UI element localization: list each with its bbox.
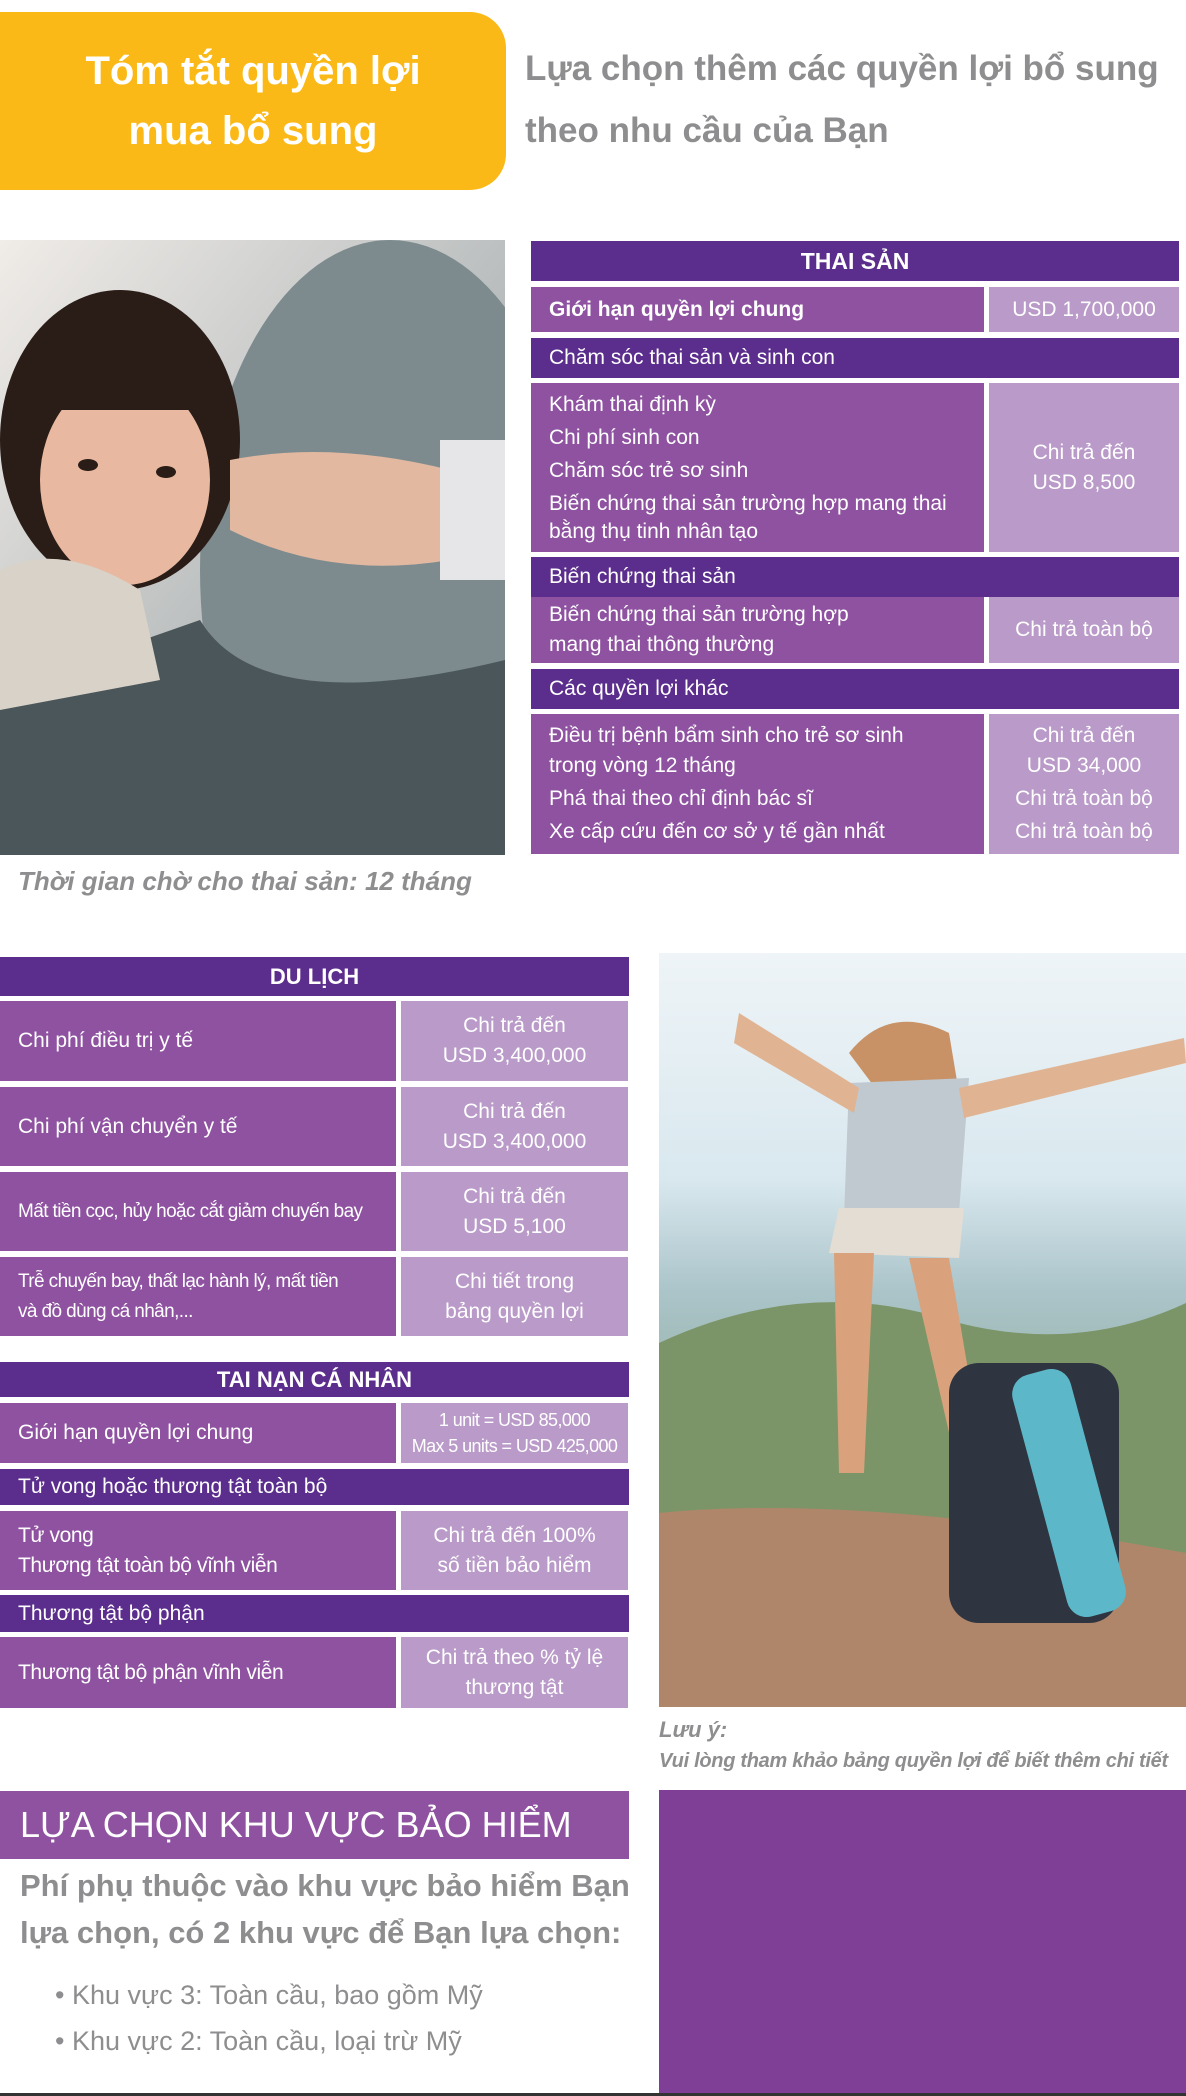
accident-death-label: [0, 1511, 396, 1590]
page-title-badge: [0, 12, 506, 190]
item: Biến chứng thai sản trường hợp mang thai: [549, 491, 947, 515]
accident-table-title: TAI NẠN CÁ NHÂN: [0, 1362, 629, 1397]
maternity-photo: [0, 240, 505, 855]
option-text: Khu vực 2: Toàn cầu, loại trừ Mỹ: [71, 2026, 462, 2056]
subtitle-line-2: theo nhu cầu của Bạn: [525, 111, 889, 150]
item: Chăm sóc trẻ sơ sinh: [549, 458, 749, 482]
value-line: USD 8,500: [1032, 470, 1136, 494]
value-line: Chi trả đến: [1032, 724, 1136, 747]
accident-death-value: [401, 1511, 628, 1590]
maternity-waiting-period: Thời gian chờ cho thai sản: 12 tháng: [18, 866, 472, 896]
page-title-line-2: mua bổ sung: [128, 109, 378, 153]
accident-general-limit-label: [0, 1403, 396, 1463]
label-line: Thương tật toàn bộ vĩnh viễn: [18, 1553, 278, 1577]
item: trong vòng 12 tháng: [549, 754, 736, 777]
travel-row-label: [0, 1001, 396, 1081]
value-line: USD 3,400,000: [442, 1129, 587, 1153]
maternity-section-header: Biến chứng thai sản: [531, 557, 1179, 597]
value-line: thương tật: [465, 1675, 564, 1699]
maternity-care-items: [531, 383, 984, 552]
maternity-care-value: [989, 383, 1179, 552]
item: Chi phí sinh con: [549, 425, 700, 449]
label-line: và đồ dùng cá nhân,...: [18, 1300, 193, 1322]
maternity-complication-items: [531, 597, 984, 663]
region-option: [55, 1972, 483, 2018]
region-option: [55, 2018, 483, 2064]
item: Biến chứng thai sản trường hợp: [549, 603, 849, 626]
label-line: Chi phí điều trị y tế: [18, 1029, 194, 1052]
subtitle-line-1: Lựa chọn thêm các quyền lợi bổ sung: [525, 49, 1159, 88]
bullet-icon: •: [55, 1980, 72, 2010]
maternity-general-limit-value: [989, 287, 1179, 332]
label-line: Mất tiền cọc, hủy hoặc cắt giảm chuyến bay: [18, 1200, 363, 1222]
travel-row-value: [401, 1257, 628, 1336]
value-line: USD 34,000: [1026, 754, 1142, 777]
travel-row-label: [0, 1087, 396, 1166]
value-line: Max 5 units = USD 425,000: [411, 1436, 618, 1456]
travel-row-value: [401, 1001, 628, 1081]
value-text: USD 1,700,000: [1012, 297, 1156, 321]
decorative-purple-panel: [659, 1790, 1186, 2093]
value-line: Chi trả toàn bộ: [1015, 618, 1153, 641]
label-line: Trễ chuyến bay, thất lạc hành lý, mất tiền: [18, 1270, 339, 1292]
accident-partial-label: [0, 1637, 396, 1708]
value-line: 1 unit = USD 85,000: [438, 1410, 591, 1430]
description-line: Phí phụ thuộc vào khu vực bảo hiểm Bạn: [20, 1868, 630, 1903]
value-line: USD 3,400,000: [442, 1044, 587, 1067]
item: mang thai thông thường: [549, 633, 775, 656]
item: Điều trị bệnh bẩm sinh cho trẻ sơ sinh: [549, 724, 904, 747]
label-text: Giới hạn quyền lợi chung: [549, 297, 805, 321]
region-description: [20, 1862, 640, 1956]
accident-general-limit-value: [401, 1403, 628, 1463]
value-line: Chi trả đến: [1032, 440, 1136, 464]
maternity-table-title: THAI SẢN: [531, 241, 1179, 281]
item: bằng thụ tinh nhân tạo: [549, 519, 759, 543]
label-line: Tử vong: [18, 1523, 94, 1547]
travel-row-value: [401, 1172, 628, 1251]
item: Khám thai định kỳ: [549, 392, 716, 416]
accident-section-header: Tử vong hoặc thương tật toàn bộ: [0, 1469, 629, 1505]
label-line: Thương tật bộ phận vĩnh viễn: [18, 1660, 284, 1684]
maternity-other-items: [531, 714, 984, 854]
travel-table-title: DU LỊCH: [0, 957, 629, 996]
value-line: số tiền bảo hiểm: [437, 1553, 592, 1577]
value-line: Chi trả theo % tỷ lệ: [425, 1645, 604, 1669]
note-label: Lưu ý:: [659, 1717, 728, 1742]
travel-row-label: [0, 1257, 396, 1336]
region-options-list: [55, 1972, 483, 2064]
description-line: lựa chọn, có 2 khu vực để Bạn lựa chọn:: [20, 1915, 622, 1950]
value-line: Chi trả đến 100%: [433, 1523, 596, 1547]
accident-partial-value: [401, 1637, 628, 1708]
bullet-icon: •: [55, 2026, 72, 2056]
accident-section-header: Thương tật bộ phận: [0, 1595, 629, 1632]
value-line: Chi trả toàn bộ: [1015, 820, 1153, 843]
value-line: Chi trả toàn bộ: [1015, 787, 1153, 810]
maternity-general-limit-label: [531, 287, 984, 332]
label-text: Giới hạn quyền lợi chung: [18, 1421, 254, 1444]
note-text: Vui lòng tham khảo bảng quyền lợi để biết thêm chi tiết: [659, 1750, 1168, 1772]
page-title-line-1: Tóm tắt quyền lợi: [85, 49, 421, 93]
maternity-section-header: Các quyền lợi khác: [531, 669, 1179, 709]
option-text: Khu vực 3: Toàn cầu, bao gồm Mỹ: [71, 1980, 483, 2010]
maternity-section-header: Chăm sóc thai sản và sinh con: [531, 338, 1179, 378]
travel-photo: [659, 953, 1186, 1707]
value-line: Chi trả đến: [463, 1184, 566, 1208]
travel-row-value: [401, 1087, 628, 1166]
value-line: USD 5,100: [463, 1214, 566, 1238]
item: Xe cấp cứu đến cơ sở y tế gần nhất: [549, 820, 885, 843]
page-subtitle: [525, 38, 1186, 162]
label-line: Chi phí vận chuyển y tế: [18, 1114, 238, 1138]
value-line: Chi tiết trong: [454, 1269, 575, 1293]
value-line: Chi trả đến: [463, 1014, 566, 1037]
maternity-other-values: [989, 714, 1179, 854]
maternity-complication-value: [989, 597, 1179, 663]
value-line: bảng quyền lợi: [445, 1299, 584, 1323]
region-title: LỰA CHỌN KHU VỰC BẢO HIỂM: [0, 1791, 629, 1859]
value-line: Chi trả đến: [463, 1099, 566, 1123]
item: Phá thai theo chỉ định bác sĩ: [549, 787, 813, 810]
travel-row-label: [0, 1172, 396, 1251]
